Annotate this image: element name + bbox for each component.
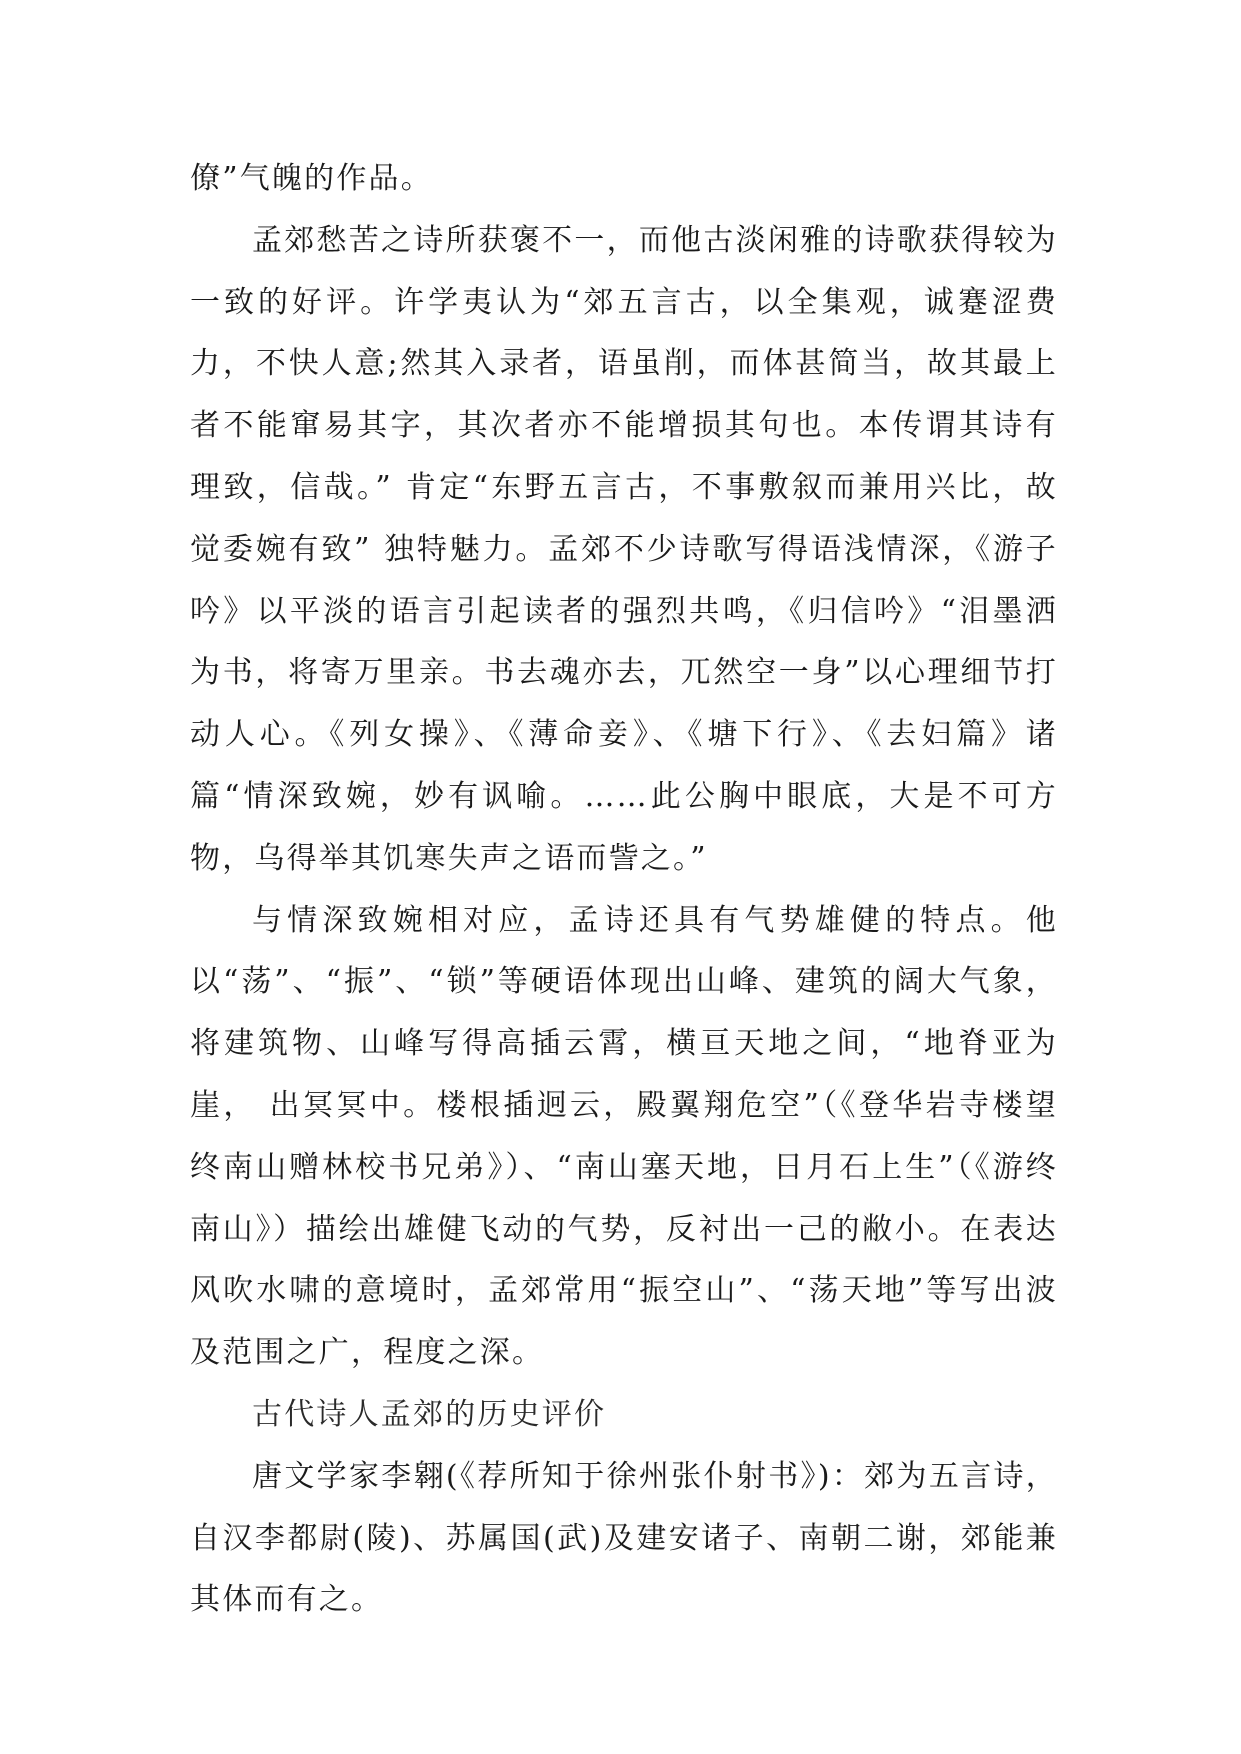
section-heading: 古代诗人孟郊的历史评价 xyxy=(252,1396,607,1432)
document-body xyxy=(190,148,1058,1631)
paragraph-vigorous-style: 与情深致婉相对应，孟诗还具有气势雄健的特点。他以“荡”、“振”、“锁”等硬语体现出山峰、建筑的阔大气象，将建筑物、山峰写得高插云霄，横亘天地之间，“地脊亚为崖， 出冥冥中。楼根插迥云，殿翼翔危空”（《登华岩寺楼望终南山赠林校书兄弟》）、“南山塞天地，日月石上生”（《游终南山》）描绘出雄健飞动的气势，反衬出一己的敝小。在表达风吹水啸的意境时，孟郊常用“振空山”、“荡天地”等写出波及范围之广，程度之深。 xyxy=(190,902,1058,1371)
paragraph-continuation: 僚”气魄的作品。 xyxy=(190,161,433,196)
paragraph-li-ao-evaluation: 唐文学家李翱(《荐所知于徐州张仆射书》)：郊为五言诗，自汉李都尉(陵)、苏属国(武)及建安诸子、南朝二谢，郊能兼其体而有之。 xyxy=(190,1458,1058,1618)
paragraph-meng-jiao-praise: 孟郊愁苦之诗所获褒不一，而他古淡闲雅的诗歌获得较为一致的好评。许学夷认为“郊五言古，以全集观，诚蹇涩费力，不快人意;然其入录者，语虽削，而体甚简当，故其最上者不能窜易其字，其次者亦不能增损其句也。本传谓其诗有理致，信哉。” 肯定“东野五言古，不事敷叙而兼用兴比，故觉委婉有致” 独特魅力。孟郊不少诗歌写得语浅情深，《游子吟》以平淡的语言引起读者的强烈共鸣，《归信吟》“泪墨洒为书，将寄万里亲。书去魂亦去，兀然空一身”以心理细节打动人心。《列女操》、《薄命妾》、《塘下行》、《去妇篇》诸篇“情深致婉，妙有讽喻。……此公胸中眼底，大是不可方物，乌得举其饥寒失声之语而訾之。” xyxy=(190,222,1058,876)
